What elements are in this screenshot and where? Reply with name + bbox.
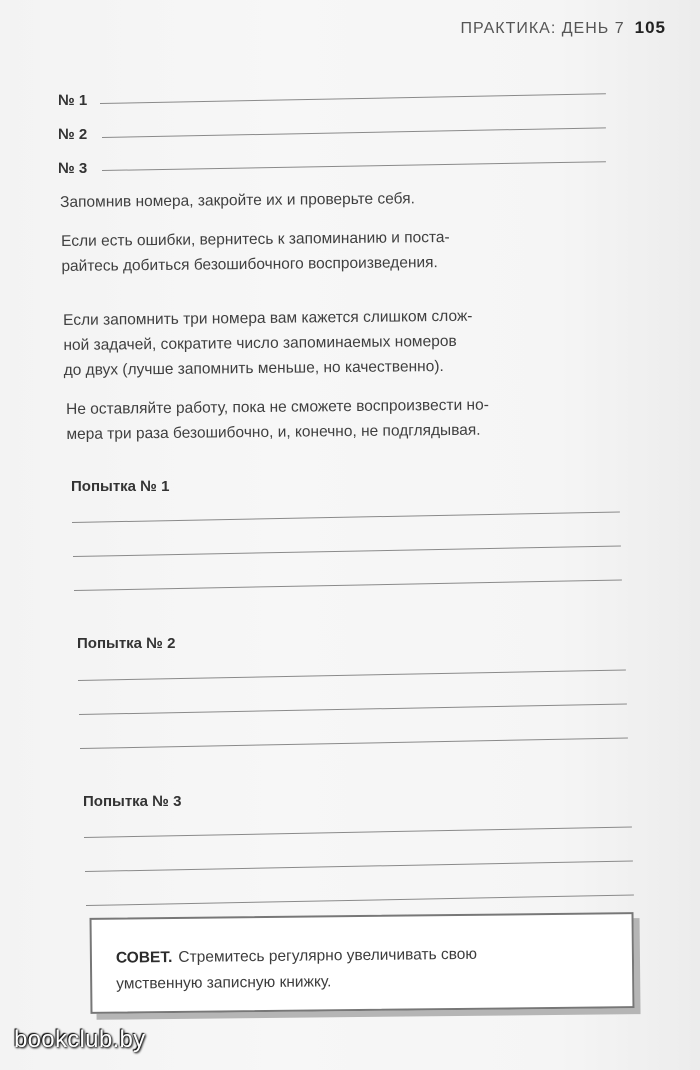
section-title: ПРАКТИКА: ДЕНЬ 7: [460, 20, 625, 37]
paragraph-line: Запомнив номера, закройте их и проверьте себя.: [60, 190, 415, 211]
paragraph-line: райтесь добиться безошибочного воспроизведения.: [61, 254, 438, 275]
attempt-3-write-line: [84, 826, 632, 838]
paragraph-line: ной задачей, сократите число запоминаемых номеров: [63, 332, 457, 354]
tip-text: [116, 940, 613, 997]
tip-label: СОВЕТ.: [115, 948, 173, 967]
tip-line-2: умственную записную книжку.: [116, 973, 332, 993]
attempt-label-1: Попытка № 1: [71, 478, 170, 495]
tip-line-1: Стремитесь регулярно увеличивать свою: [178, 945, 478, 966]
number-2-write-line: [102, 127, 606, 138]
attempt-2-write-line: [78, 669, 626, 681]
tip-box: [90, 912, 635, 1014]
instruction-paragraph-3: [63, 304, 473, 383]
paragraph-line: Если есть ошибки, вернитесь к запоминанию и поста-: [61, 228, 450, 250]
instruction-paragraph-2: [61, 225, 450, 279]
number-label-2: № 2: [58, 126, 88, 143]
instruction-paragraph-1: [60, 186, 415, 215]
attempt-label-3: Попытка № 3: [83, 793, 182, 810]
attempt-1-write-line: [74, 579, 622, 591]
attempt-3-write-line: [85, 860, 633, 872]
attempt-2-write-line: [80, 737, 628, 749]
number-label-1: № 1: [58, 92, 88, 109]
number-3-write-line: [102, 161, 606, 171]
attempt-label-2: Попытка № 2: [77, 635, 176, 652]
paragraph-line: до двух (лучше запомнить меньше, но качественно).: [63, 358, 444, 379]
paragraph-line: мера три раза безошибочно, и, конечно, не подглядывая.: [66, 421, 481, 443]
number-label-3: № 3: [58, 160, 88, 177]
attempt-2-write-line: [79, 703, 627, 715]
attempt-3-write-line: [86, 894, 634, 906]
attempt-1-write-line: [73, 545, 621, 557]
attempt-1-write-line: [72, 511, 620, 523]
number-1-write-line: [100, 93, 606, 104]
paragraph-line: Не оставляйте работу, пока не сможете воспроизвести но-: [66, 396, 489, 418]
page-number: 105: [634, 18, 666, 37]
running-head: [460, 18, 666, 38]
watermark: bookclub.by: [14, 1026, 146, 1053]
paragraph-line: Если запомнить три номера вам кажется слишком слож-: [63, 307, 473, 329]
instruction-paragraph-4: [66, 393, 489, 447]
